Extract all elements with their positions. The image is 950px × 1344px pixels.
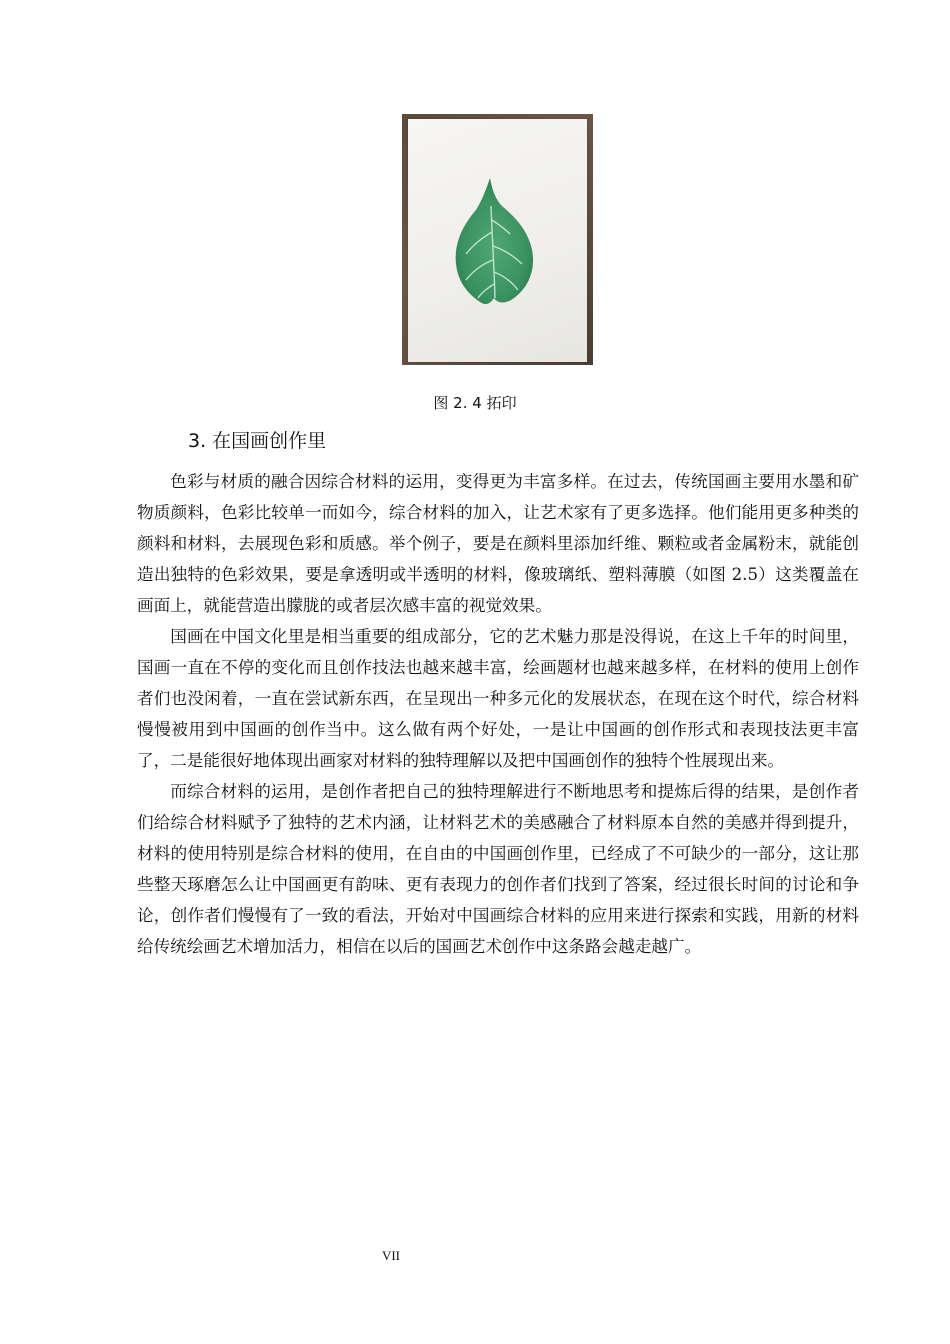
page-number: VII — [381, 1248, 401, 1263]
leaf-print-figure — [402, 114, 593, 365]
paragraph: 色彩与材质的融合因综合材料的运用，变得更为丰富多样。在过去，传统国画主要用水墨和矿物质颜料，色彩比较单一而如今，综合材料的加入，让艺术家有了更多选择。他们能用更多种类的颜料和材料，去展现色彩和质感。举个例子，要是在颜料里添加纤维、颗粒或者金属粉末，就能创造出独特的色彩效果，要是拿透明或半透明的材料，像玻璃纸、塑料薄膜（如图 2.5）这类覆盖在画面上，就能营造出朦胧的或者层次感丰富的视觉效果。 — [137, 472, 859, 615]
paragraph: 而综合材料的运用，是创作者把自己的独特理解进行不断地思考和提炼后得的结果，是创作者们给综合材料赋予了独特的艺术内涵，让材料艺术的美感融合了材料原本自然的美感并得到提升，材料的使用特别是综合材料的使用，在自由的中国画创作里，已经成了不可缺少的一部分，这让那些整天琢磨怎么让中国画更有韵味、更有表现力的创作者们找到了答案，经过很长时间的讨论和争论，创作者们慢慢有了一致的看法，开始对中国画综合材料的应用来进行探索和实践，用新的材料给传统绘画艺术增加活力，相信在以后的国画艺术创作中这条路会越走越广。 — [137, 782, 859, 956]
body-text — [137, 466, 859, 962]
section-heading: 3. 在国画创作里 — [188, 430, 327, 452]
paragraph: 国画在中国文化里是相当重要的组成部分，它的艺术魅力那是没得说，在这上千年的时间里，国画一直在不停的变化而且创作技法也越来越丰富，绘画题材也越来越多样，在材料的使用上创作者们也没闲着，一直在尝试新东西，在呈现出一种多元化的发展状态，在现在这个时代，综合材料慢慢被用到中国画的创作当中。这么做有两个好处，一是让中国画的创作形式和表现技法更丰富了，二是能很好地体现出画家对材料的独特理解以及把中国画创作的独特个性展现出来。 — [137, 627, 859, 770]
figure-caption: 图 2. 4 拓印 — [433, 394, 517, 412]
leaf-print-icon — [402, 114, 593, 365]
